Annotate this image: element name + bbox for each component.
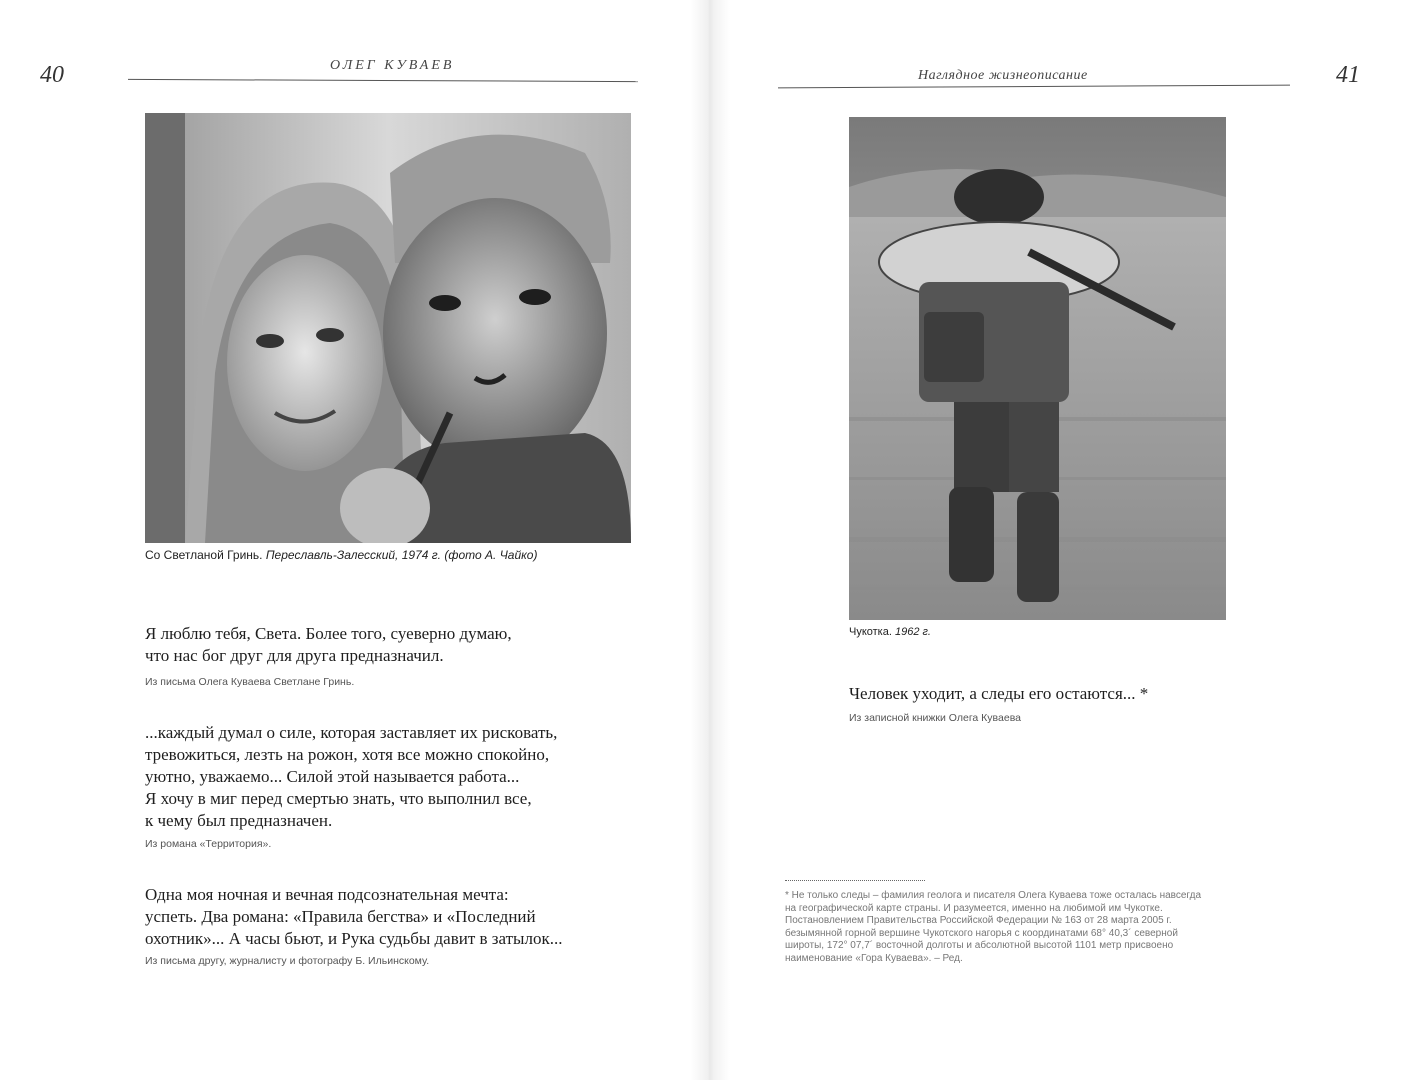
running-header: ОЛЕГ КУВАЕВ <box>330 58 455 73</box>
caption-text: Со Светланой Гринь. <box>145 548 263 562</box>
header-rule <box>778 85 1290 89</box>
quote-source: Из письма другу, журналисту и фотографу Б. Ильинскому. <box>145 955 430 967</box>
caption-italic: Переславль-Залесский, 1974 г. (фото А. Чайко) <box>265 548 538 562</box>
header-rule <box>128 79 638 82</box>
footnote <box>785 890 1305 966</box>
footnote-line: безымянной горной вершине Чукотского нагорья с координатами 68° 40,3´ северной <box>785 927 1178 939</box>
quote-3 <box>145 884 562 950</box>
page-number: 40 <box>40 62 64 88</box>
quote-line: Человек уходит, а следы его остаются... * <box>849 684 1149 703</box>
quote-line: Одна моя ночная и вечная подсознательная мечта: <box>145 885 509 904</box>
footnote-line: Постановлением Правительства Российской Федерации № 163 от 28 марта 2005 г. <box>785 915 1172 927</box>
footnote-line: наименование «Гора Куваева». – Ред. <box>785 952 963 964</box>
quote-line: к чему был предназначен. <box>145 811 333 830</box>
footnote-line: широты, 172° 07,7´ восточной долготы и абсолютной высотой 1101 метр присвоено <box>785 940 1174 952</box>
quote-2 <box>145 722 557 832</box>
quote-line: тревожиться, лезть на рожон, хотя все можно спокойно, <box>145 745 550 764</box>
caption-italic: 1962 г. <box>894 626 931 638</box>
photo-caption <box>849 626 931 638</box>
quote-4 <box>849 683 1148 705</box>
quote-line: Я люблю тебя, Света. Более того, суеверно думаю, <box>145 624 512 643</box>
quote-source: Из записной книжки Олега Куваева <box>849 712 1021 724</box>
quote-line: успеть. Два романа: «Правила бегства» и «Последний <box>145 907 536 926</box>
footnote-line: на географической карте страны. И разумеется, именно на любимой им Чукотке. <box>785 902 1163 914</box>
footnote-rule <box>785 880 925 881</box>
quote-source: Из письма Олега Куваева Светлане Гринь. <box>145 676 355 688</box>
quote-line: охотник»... А часы бьют, и Рука судьбы давит в затылок... <box>145 929 563 948</box>
running-header: Наглядное жизнеописание <box>918 68 1088 83</box>
quote-line: что нас бог друг для друга предназначил. <box>145 646 444 665</box>
footnote-line: * Не только следы – фамилия геолога и писателя Олега Куваева тоже осталась навсегда <box>785 890 1202 901</box>
quote-line: ...каждый думал о силе, которая заставляет их рисковать, <box>145 723 558 742</box>
quote-line: Я хочу в миг перед смертью знать, что выполнил все, <box>145 789 532 808</box>
quote-1 <box>145 623 512 667</box>
portrait-photo <box>145 113 631 543</box>
quote-line: уютно, уважаемо... Силой этой называется работа... <box>145 767 520 786</box>
hiker-photo <box>849 117 1226 620</box>
caption-text: Чукотка. <box>849 626 892 638</box>
page-number: 41 <box>1336 62 1360 88</box>
quote-source: Из романа «Территория». <box>145 838 272 850</box>
photo-caption <box>145 548 537 562</box>
